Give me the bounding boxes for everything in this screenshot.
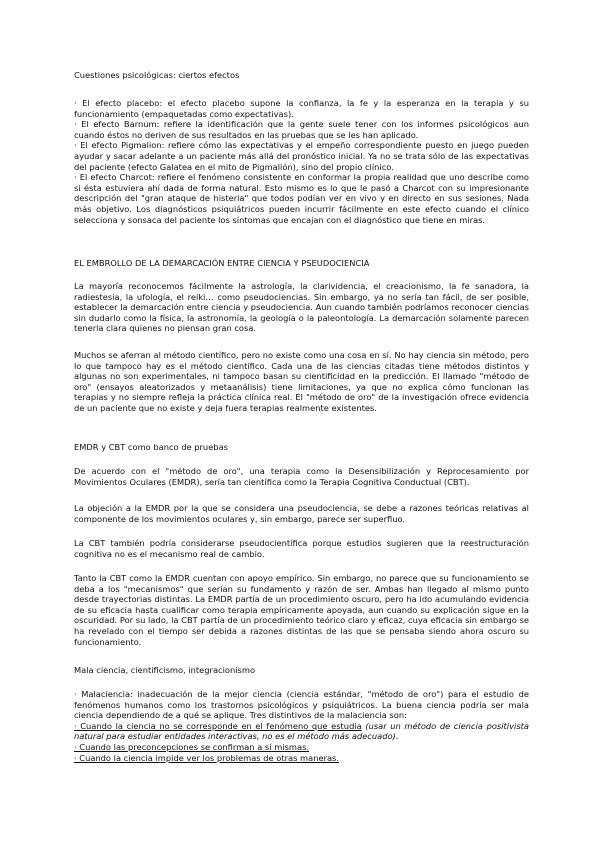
mala-ciencia-bullet-1	[74, 721, 529, 742]
emdr-paragraph-1: De acuerdo con el "método de oro", una terapia como la Desensibilización y Reprocesamiento por Movimientos Oculares (EMDR), sería tan científica como la Terapia Cognitiva Conductual (CBT).	[74, 466, 529, 487]
demarcacion-paragraph-2: Muchos se aferran al método científico, pero no existe como una cosa en sí. No hay ciencia sin método, pero lo que tampoco hay es el método científico. Cada una de las ciencias citadas tiene métodos distintos y algunas no son experimentales, ni tampoco basan su cientificidad en la predicción. El llamado "método de oro" (ensayos aleatorizados y metaanálisis) tiene limitaciones, ya que no explica cómo funcionan las terapias y no siempre refleja la práctica clínica real. El "método de oro" de la investigación ofrece evidencia de un paciente que no existe y deja fuera terapias realmente existentes.	[74, 350, 529, 413]
efecto-pigmalion-item: · El efecto Pigmalion: refiere cómo las expectativas y el empeño correspondiente puesto en juego pueden ayudar y sacar adelante a un paciente más allá del pronóstico inicial. Ya no se trata sólo de las expectativas del paciente (efecto Galatea en el mito de Pigmalión), sino del propio clínico.	[74, 140, 529, 172]
emdr-paragraph-4: Tanto la CBT como la EMDR cuentan con apoyo empírico. Sin embargo, no parece que su funcionamiento se deba a los "mecanismos" que serían su fundamento y razón de ser. Ambas han llegado al mismo punto desde trayectorias distintas. La EMDR partía de un procedimiento oscuro, pero ha ido acumulando evidencia de su eficacia hasta cualificar como terapia empíricamente apoyada, aun cuando su explicación sigue en la oscuridad. Por su lado, la CBT partía de un procedimiento teórico claro y eficaz, cuya eficacia sin embargo se ha revelado con el tiempo ser debida a razones distintas de las que se pensaba siendo ahora oscuro su funcionamiento.	[74, 573, 529, 647]
emdr-paragraph-2: La objeción a la EMDR por la que se considera una pseudociencia, se debe a razones teóricas relativas al componente de los movimientos oculares y, sin embargo, parece ser superfluo.	[74, 503, 529, 524]
efectos-list	[74, 98, 529, 225]
efecto-barnum-item: · El efecto Barnum: refiere la identificación que la gente suele tener con los informes psicológicos aun cuando éstos no deriven de sus resultados en las pruebas que se les han aplicado.	[74, 119, 529, 140]
bullet-1-main: · Cuando la ciencia no se corresponde en el fenómeno que estudia	[74, 720, 362, 731]
bullet-1-end: .	[395, 731, 399, 742]
emdr-paragraph-3: La CBT también podría considerarse pseudocientífica porque estudios sugieren que la reestructuración cognitiva no es el mecanismo real de cambio.	[74, 538, 529, 559]
mala-ciencia-bullet-2: · Cuando las preconcepciones se confirman a sí mismas.	[74, 741, 310, 752]
section-title-emdr-cbt: EMDR y CBT como banco de pruebas	[74, 442, 228, 452]
demarcacion-paragraph-1: La mayoría reconocemos fácilmente la astrología, la clarividencia, el creacionismo, la fe sanadora, la radiestesia, la ufología, el reiki… como pseudociencias. Sin embargo, ya no sería tan fácil, de ser posible, establecer la demarcación entre ciencia y pseudociencia. Aun cuando también podríamos reconocer ciencias sin dudarlo como la física, la astronomía, la geología o la paleontología. La demarcación solamente parecen tenerla clara quienes no piensan gran cosa.	[74, 281, 529, 334]
section-title-mala-ciencia: Mala ciencia, cientificismo, integracionismo	[74, 665, 256, 675]
bullet-1-italic: (usar un método de ciencia positivista natural para estudiar entidades interactivas, no es el método más adecuado)	[74, 720, 529, 742]
mala-ciencia-intro: · Malaciencia: inadecuación de la mejor ciencia (ciencia estándar, "método de oro") para el estudio de fenómenos humanos como los trastornos psicológicos y psiquiátricos. La buena ciencia podría ser mala ciencia dependiendo de a qué se aplique. Tres distintivos de la malaciencia son:	[74, 689, 529, 721]
efecto-placebo-item: · El efecto placebo: el efecto placebo supone la confianza, la fe y la esperanza en la terapia y su funcionamiento (empaquetadas como expectativas).	[74, 98, 529, 119]
section-title-efectos: Cuestiones psicológicas: ciertos efectos	[74, 70, 240, 80]
mala-ciencia-bullet-3: · Cuando la ciencia impide ver los problemas de otras maneras.	[74, 752, 340, 763]
efecto-charcot-item: · El efecto Charcot: refiere el fenómeno consistente en conformar la propia realidad que uno describe como si ésta estuviera ahí dada de forma natural. Esto mismo es lo que le pasó a Charcot con su impresionante descripción del "gran ataque de histeria" que todos podían ver en vivo y en directo en sus sesiones. Nada más objetivo. Los diagnósticos psiquiátricos pueden incurrir fácilmente en este efecto cuando el clínico selecciona y sonsaca del paciente los síntomas que encajan con el diagnóstico que tiene en miras.	[74, 172, 529, 225]
section-title-demarcacion: EL EMBROLLO DE LA DEMARCACIÓN ENTRE CIENCIA Y PSEUDOCIENCIA	[74, 258, 370, 268]
mala-ciencia-block	[74, 689, 529, 763]
